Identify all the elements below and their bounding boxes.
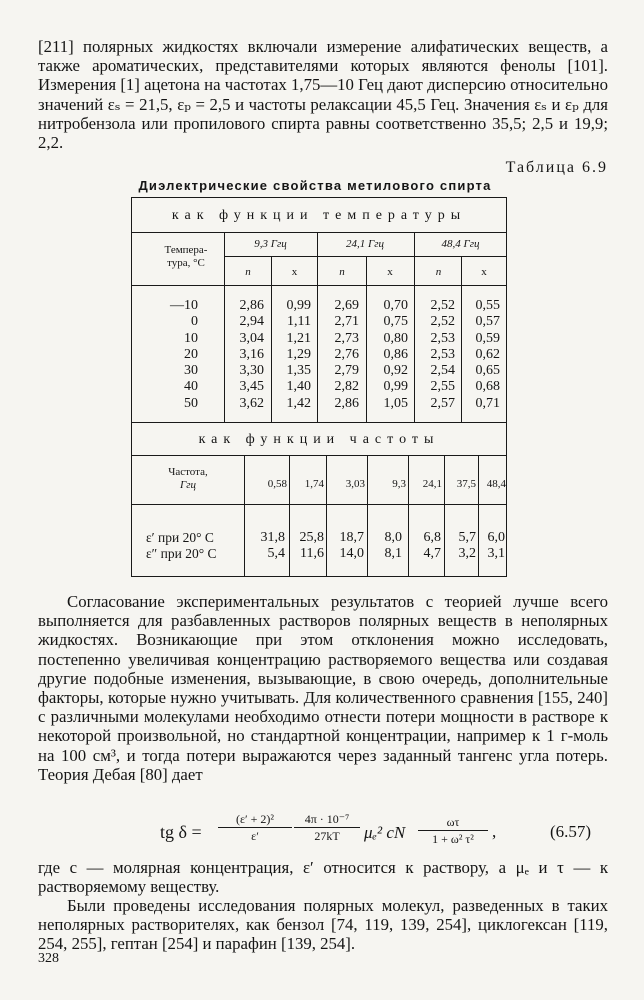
n-column-48-4: 2,52 2,52 2,53 2,53 2,54 2,55 2,57 [430, 298, 455, 411]
eps-values-col-3: 18,7 14,0 [339, 530, 364, 561]
table-label: Таблица 6.9 [505, 159, 608, 176]
eps-values-col-1: 31,8 5,4 [260, 530, 285, 561]
formula-tail: , [492, 822, 497, 841]
freq-value-4: 9,3 [392, 478, 406, 490]
freq-value-2: 1,74 [304, 478, 324, 490]
freq-value-6: 37,5 [456, 478, 476, 490]
freq-value-5: 24,1 [422, 478, 442, 490]
n-column-24-1: 2,69 2,71 2,73 2,76 2,79 2,82 2,86 [334, 298, 359, 411]
eps-values-col-6: 5,7 3,2 [458, 530, 476, 561]
freq-value-7: 48,4 [486, 478, 506, 490]
temperature-column: —10 0 10 20 30 40 50 [170, 298, 198, 411]
x-column-9-3: 0,99 1,11 1,21 1,29 1,35 1,40 1,42 [286, 298, 311, 411]
eps-values-col-5: 6,8 4,7 [423, 530, 441, 561]
freq-value-3: 3,03 [345, 478, 365, 490]
sub-header-x1: x [291, 266, 298, 278]
n-column-9-3: 2,86 2,94 3,04 3,16 3,30 3,45 3,62 [239, 298, 264, 411]
x-column-24-1: 0,70 0,75 0,80 0,86 0,92 0,99 1,05 [383, 298, 408, 411]
eps-values-col-4: 8,0 8,1 [384, 530, 402, 561]
sub-header-n3: n [435, 266, 442, 278]
eps-values-col-7: 6,0 3,1 [487, 530, 505, 561]
freq-header-3: 48,4 Ггц [441, 238, 480, 250]
last-paragraph: Были проведены исследования полярных молекул, разведенных в таких неполярных растворителях, как бензол [74, 119, 139, 254], циклогексан [119, 254, 255], гептан [254] и парафин [139, 254]. [38, 896, 608, 954]
section-frequency-title: как функции частоты [198, 432, 440, 447]
table-title: Диэлектрические свойства метилового спирта [138, 178, 492, 193]
after-formula-text: где c — молярная концентрация, ε′ относится к раствору, а μₑ и τ — к растворяемому веществу. [38, 858, 608, 897]
sub-header-x3: x [481, 266, 487, 278]
body-paragraph: Согласование экспериментальных результатов с теорией лучше всего выполняется для разбавленных растворов полярных веществ в неполярных жидкостях. Возникающие при этом отклонения можно исследовать, постепенно увеличивая концентрацию растворяемого вещества или создавая другие подобные изменения, вызывающие, в свою очередь, дополнительные факторы, которые нужно учитывать. Для количественного сравнения [155, 240] с различными молекулами необходимо отнести потери мощности в растворе к некоторой произвольной, но стандартной концентрации, например к 1 г-моль на 100 см³, и тогда потери выражаются через заданный тангенс угла потерь. Теория Дебая [80] дает [38, 592, 608, 784]
formula-frac-2: $\frac{\text{4π · 10⁻⁷}}{27kT}$ [294, 812, 360, 844]
formula-lhs: tg δ = [160, 822, 202, 842]
freq-header-2: 24,1 Ггц [345, 238, 385, 250]
dielectric-table [131, 197, 507, 577]
intro-paragraph: [211] полярных жидкостях включали измерение алифатических веществ, а также ароматических, представителями которых являются фенолы [101]. Измерения [1] ацетона на частотах 1,75—10 Гец дают дисперсию относительно значений εₛ = 21,5, εₚ = 2,5 и частоты релаксации 45,5 Гец. Значения εₛ и εₚ для нитробензола или пропилового спирта равны соответственно 35,5; 2,5 и 19,9; 2,2. [38, 37, 608, 153]
sub-header-n1: n [245, 266, 251, 278]
equation-6-57 [0, 812, 644, 858]
x-column-48-4: 0,55 0,57 0,59 0,62 0,65 0,68 0,71 [475, 298, 500, 411]
sub-header-x2: x [387, 266, 393, 278]
formula-middle: μₑ² cN [364, 823, 406, 842]
sub-header-n2: n [339, 266, 345, 278]
temperature-header: Темпера- тура, °С [164, 244, 208, 269]
formula-frac-1: $\frac{\text{(ε′ + 2)²}}{\varepsilon'}$ [218, 812, 292, 844]
page-number: 328 [38, 951, 59, 966]
formula-frac-3: $\frac{\omega\tau}{\text{1 + ω² τ²}}$ [418, 815, 488, 847]
section-temperature-title: как функции температуры [171, 208, 467, 223]
equation-number: (6.57) [550, 822, 592, 841]
frequency-header: Частота, Ггц [168, 466, 208, 491]
eps-values-col-2: 25,8 11,6 [299, 530, 324, 561]
freq-value-1: 0,58 [267, 478, 287, 490]
eps-row-labels: ε′ при 20° С ε″ при 20° С [146, 530, 217, 561]
freq-header-1: 9,3 Ггц [254, 238, 287, 250]
